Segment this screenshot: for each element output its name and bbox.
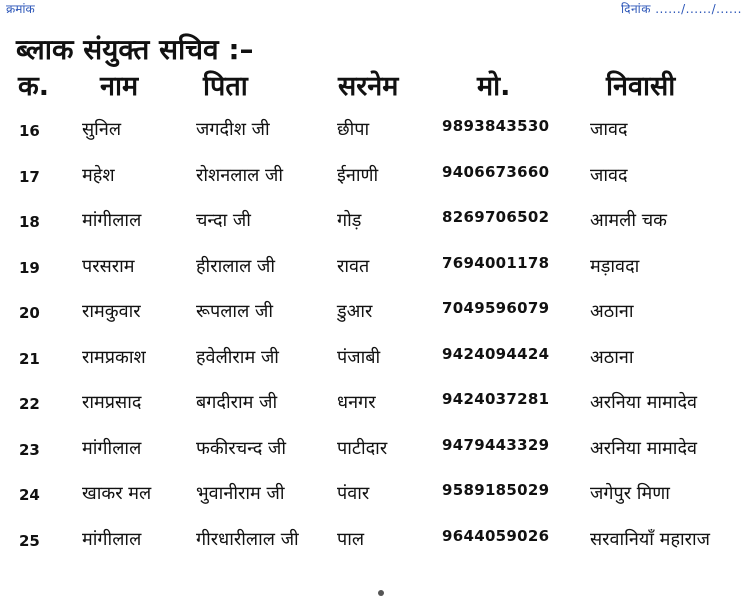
- row-residence: अरनिया मामादेव: [590, 437, 698, 459]
- row-residence: अरनिया मामादेव: [590, 392, 698, 413]
- table-row: [0, 378, 750, 424]
- row-number: 19: [19, 258, 40, 277]
- table-row: [0, 151, 750, 197]
- row-surname: पाल: [337, 528, 365, 550]
- row-number: 17: [19, 167, 40, 186]
- row-name: मांगीलाल: [82, 210, 142, 231]
- column-header-father: पिता: [203, 71, 248, 102]
- row-number: 25: [19, 531, 40, 550]
- row-residence: मड़ावदा: [590, 255, 640, 277]
- row-residence: जावद: [590, 164, 628, 186]
- row-father: हीरालाल जी: [196, 255, 276, 277]
- table-row: [0, 242, 750, 288]
- row-surname: ईनाणी: [337, 164, 379, 186]
- row-number: 24: [19, 486, 40, 504]
- row-mobile: 9893843530: [442, 117, 550, 135]
- row-surname: डुआर: [337, 301, 373, 322]
- row-father: फकीरचन्द जी: [196, 437, 287, 459]
- row-number: 16: [19, 122, 40, 140]
- row-father: भुवानीराम जी: [196, 483, 285, 504]
- row-name: खाकर मल: [82, 483, 152, 504]
- row-surname: छीपा: [337, 119, 370, 140]
- row-mobile: 7694001178: [442, 253, 550, 272]
- row-mobile: 9589185029: [442, 481, 550, 499]
- row-surname: पंवार: [337, 483, 370, 504]
- letterhead-bar: [0, 0, 750, 24]
- row-surname: रावत: [337, 255, 370, 277]
- row-name: रामकुवार: [82, 301, 141, 322]
- row-number: 20: [19, 304, 40, 322]
- table-row: [0, 196, 750, 242]
- page-title: ब्लाक संयुक्त सचिव :–: [16, 33, 254, 66]
- serial-number-label: क्रमांक: [6, 2, 35, 16]
- row-surname: पंजाबी: [337, 346, 381, 368]
- row-residence: आमली चक: [590, 210, 668, 231]
- table-row: [0, 424, 750, 470]
- row-residence: जावद: [590, 119, 628, 140]
- row-father: हवेलीराम जी: [196, 346, 279, 368]
- date-label: दिनांक ....../....../......: [620, 2, 742, 16]
- page-mark: [378, 590, 384, 596]
- row-mobile: 8269706502: [442, 208, 550, 226]
- row-surname: धनगर: [337, 392, 376, 413]
- row-residence: सरवानियाँ महाराज: [590, 528, 711, 550]
- member-list: [0, 105, 750, 560]
- column-header-serial: क.: [18, 71, 49, 102]
- row-father: गीरधारीलाल जी: [196, 528, 299, 550]
- row-father: रोशनलाल जी: [196, 164, 284, 186]
- row-father: बगदीराम जी: [196, 392, 278, 413]
- row-father: चन्दा जी: [196, 210, 251, 231]
- row-mobile: 9424094424: [442, 344, 550, 363]
- row-residence: अठाना: [590, 346, 634, 368]
- table-row: [0, 105, 750, 151]
- row-number: 21: [19, 349, 40, 368]
- row-name: रामप्रसाद: [82, 392, 142, 413]
- table-row: [0, 469, 750, 515]
- row-name: मांगीलाल: [82, 528, 142, 550]
- table-row: [0, 333, 750, 379]
- column-header-residence: निवासी: [606, 71, 676, 102]
- row-name: महेश: [82, 164, 115, 186]
- row-father: जगदीश जी: [196, 119, 270, 140]
- row-name: मांगीलाल: [82, 437, 142, 459]
- column-header-mobile: मो.: [477, 71, 511, 102]
- row-surname: गोड़: [337, 210, 362, 231]
- row-father: रूपलाल जी: [196, 301, 274, 322]
- column-header-name: नाम: [100, 71, 139, 102]
- row-mobile: 7049596079: [442, 299, 550, 317]
- table-row: [0, 515, 750, 561]
- row-residence: जगेपुर मिणा: [590, 483, 670, 504]
- row-name: रामप्रकाश: [82, 346, 146, 368]
- row-number: 23: [19, 440, 40, 459]
- table-row: [0, 287, 750, 333]
- row-mobile: 9644059026: [442, 526, 550, 545]
- row-mobile: 9406673660: [442, 162, 550, 181]
- row-mobile: 9479443329: [442, 435, 550, 454]
- row-number: 18: [19, 213, 40, 231]
- row-name: सुनिल: [82, 119, 122, 140]
- row-name: परसराम: [82, 255, 135, 277]
- row-mobile: 9424037281: [442, 390, 550, 408]
- row-surname: पाटीदार: [337, 437, 388, 459]
- column-header-surname: सरनेम: [338, 71, 399, 102]
- row-residence: अठाना: [590, 301, 634, 322]
- row-number: 22: [19, 395, 40, 413]
